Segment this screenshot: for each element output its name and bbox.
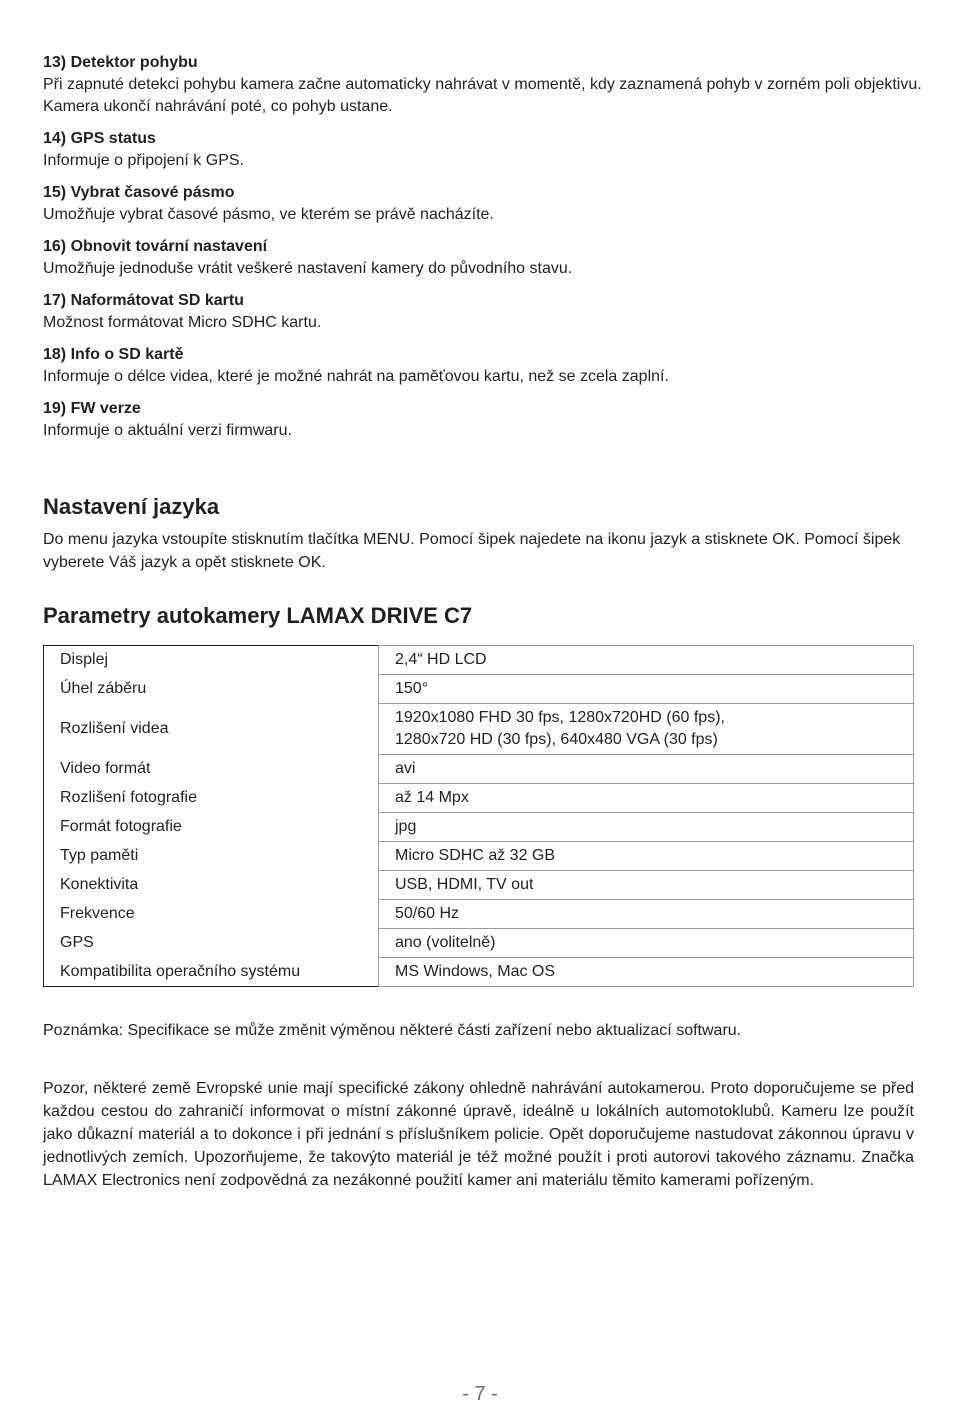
list-item — [43, 236, 923, 280]
table-row — [44, 784, 914, 813]
item-title: 15) Vybrat časové pásmo — [43, 184, 235, 201]
table-row — [44, 842, 914, 871]
table-row — [44, 675, 914, 704]
spec-value-line: 1920x1080 FHD 30 fps, 1280x720HD (60 fps), — [395, 709, 725, 726]
spec-value: USB, HDMI, TV out — [379, 871, 914, 900]
spec-value: 50/60 Hz — [379, 900, 914, 929]
menu-items-list — [43, 52, 923, 452]
spec-value: 2,4“ HD LCD — [379, 646, 914, 675]
note-text: Poznámka: Specifikace se může změnit výměnou některé části zařízení nebo aktualizací softwaru. — [43, 1022, 742, 1039]
table-row — [44, 646, 914, 675]
list-item — [43, 344, 923, 388]
item-description: Umožňuje jednoduše vrátit veškeré nastavení kamery do původního stavu. — [43, 260, 573, 277]
spec-value: 150° — [379, 675, 914, 704]
table-row — [44, 813, 914, 842]
spec-key: Formát fotografie — [60, 818, 182, 835]
table-row — [44, 900, 914, 929]
language-heading: Nastavení jazyka — [43, 494, 220, 519]
spec-value — [379, 704, 914, 755]
list-item — [43, 52, 923, 118]
item-title: 14) GPS status — [43, 130, 156, 147]
spec-key: Frekvence — [60, 905, 135, 922]
item-description: Informuje o aktuální verzi firmwaru. — [43, 422, 292, 439]
spec-value: avi — [379, 755, 914, 784]
list-item — [43, 182, 923, 226]
spec-value: Micro SDHC až 32 GB — [379, 842, 914, 871]
spec-key: Rozlišení videa — [60, 720, 169, 737]
spec-key: Rozlišení fotografie — [60, 789, 197, 806]
list-item — [43, 398, 923, 442]
item-title: 19) FW verze — [43, 400, 141, 417]
table-row — [44, 755, 914, 784]
spec-key: Úhel záběru — [60, 680, 147, 697]
list-item — [43, 128, 923, 172]
item-description: Informuje o délce videa, které je možné nahrát na paměťovou kartu, než se zcela zaplní. — [43, 368, 669, 385]
item-description: Umožňuje vybrat časové pásmo, ve kterém se právě nacházíte. — [43, 206, 494, 223]
table-row — [44, 958, 914, 987]
item-title: 16) Obnovit tovární nastavení — [43, 238, 268, 255]
spec-key: GPS — [60, 934, 94, 951]
spec-key: Displej — [60, 651, 109, 669]
spec-value: až 14 Mpx — [379, 784, 914, 813]
spec-value: ano (volitelně) — [379, 929, 914, 958]
item-title: 17) Naformátovat SD kartu — [43, 292, 244, 309]
item-description: Možnost formátovat Micro SDHC kartu. — [43, 314, 322, 331]
item-title: 18) Info o SD kartě — [43, 346, 184, 363]
page-number: - 7 - — [462, 1383, 498, 1405]
spec-key: Video formát — [60, 760, 151, 777]
spec-key: Typ paměti — [60, 847, 139, 864]
item-description: Při zapnuté detekci pohybu kamera začne automaticky nahrávat v momentě, kdy zaznamená pohyb v zorném poli objektivu. Kamera ukončí nahrávání poté, co pohyb ustane. — [43, 76, 922, 115]
specs-table — [43, 645, 914, 987]
spec-value-line: 1280x720 HD (30 fps), 640x480 VGA (30 fps) — [395, 731, 718, 748]
spec-key: Kompatibilita operačního systému — [60, 962, 301, 980]
table-row — [44, 871, 914, 900]
language-text: Do menu jazyka vstoupíte stisknutím tlačítka MENU. Pomocí šipek najedete na ikonu jazyk a stisknete OK. Pomocí šipek vyberete Váš jazyk a opět stisknete OK. — [43, 531, 901, 571]
table-row — [44, 704, 914, 755]
table-row — [44, 929, 914, 958]
spec-key: Konektivita — [60, 876, 139, 893]
specs-heading: Parametry autokamery LAMAX DRIVE C7 — [43, 603, 473, 628]
list-item — [43, 290, 923, 334]
spec-value: jpg — [379, 813, 914, 842]
warning-text: Pozor, některé země Evropské unie mají specifické zákony ohledně nahrávání autokamerou. Proto doporučujeme se před každou cestou do zahraničí informovat o místní zákonné úpravě, ideálně u lokálních automotoklubů. Kameru lze použít jako důkazní materiál a to dokonce i při jednání s příslušníkem policie. Opět doporučujeme nastudovat zákonnou úpravu v jednotlivých zemích. Upozorňujeme, že takovýto materiál je též možné použít i proti autorovi takového záznamu. Značka LAMAX Electronics není zodpovědná za nezákonné použití kamer ani materiálu těmito kamerami pořízeným. — [43, 1080, 914, 1189]
spec-value: MS Windows, Mac OS — [379, 958, 914, 987]
item-title: 13) Detektor pohybu — [43, 54, 198, 71]
item-description: Informuje o připojení k GPS. — [43, 152, 244, 169]
